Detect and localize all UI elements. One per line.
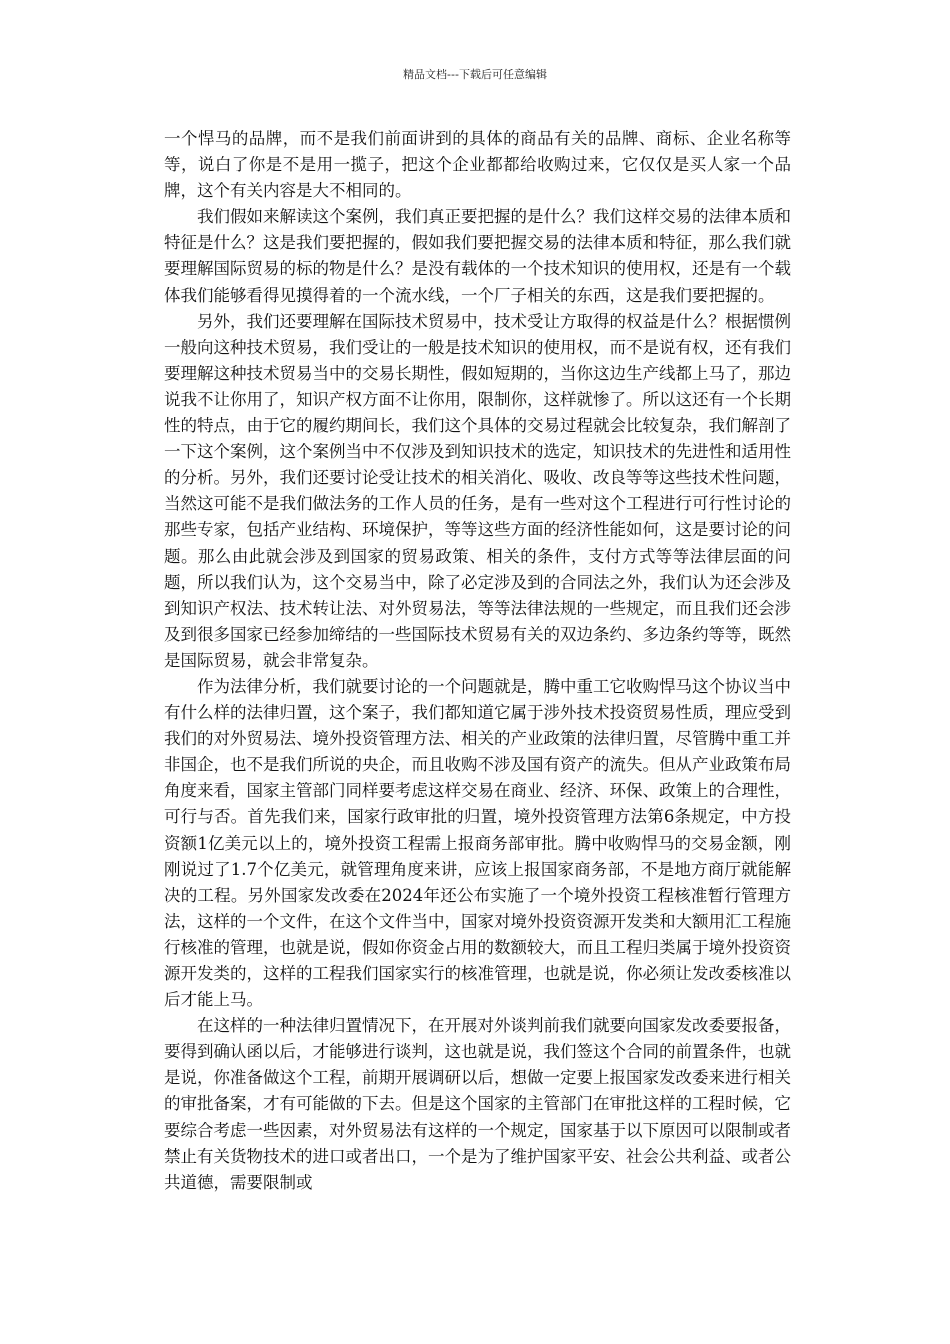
paragraph-4: 作为法律分析，我们就要讨论的一个问题就是，腾中重工它收购悍马这个协议当中有什么样的法律归置，这个案子，我们都知道它属于涉外技术投资贸易性质，理应受到我们的对外贸易法、境外投资管理方法、相关的产业政策的法律归置，尽管腾中重工并非国企，也不是我们所说的央企，而且收购不涉及国有资产的流失。但从产业政策布局角度来看，国家主管部门同样要考虑这样交易在商业、经济、环保、政策上的合理性，可行与否。首先我们来，国家行政审批的归置，境外投资管理方法第6条规定，中方投资额1亿美元以上的，境外投资工程需上报商务部审批。腾中收购悍马的交易金额，刚刚说过了1.7个亿美元，就管理角度来讲，应该上报国家商务部，不是地方商厅就能解决的工程。另外国家发改委在2024年还公布实施了一个境外投资工程核准暂行管理方法，这样的一个文件，在这个文件当中，国家对境外投资资源开发类和大额用汇工程施行核准的管理，也就是说，假如你资金占用的数额较大，而且工程归类属于境外投资资源开发类的，这样的工程我们国家实行的核准管理，也就是说，你必须让发改委核准以后才能上马。 [164, 676, 791, 1010]
paragraph-5: 在这样的一种法律归置情况下，在开展对外谈判前我们就要向国家发改委要报备，要得到确认函以后，才能够进行谈判，这也就是说，我们签这个合同的前置条件，也就是说，你准备做这个工程，前期开展调研以后，想做一定要上报国家发改委来进行相关的审批备案，才有可能做的下去。但是这个国家的主管部门在审批这样的工程时候，它要综合考虑一些因素，对外贸易法有这样的一个规定，国家基于以下原因可以限制或者禁止有关货物技术的进口或者出口，一个是为了维护国家平安、社会公共利益、或者公共道德，需要限制或 [164, 1016, 791, 1192]
page-header: 精品文档---下载后可任意编辑 [403, 68, 547, 81]
paragraph-2: 我们假如来解读这个案例，我们真正要把握的是什么？我们这样交易的法律本质和特征是什么？这是我们要把握的，假如我们要把握交易的法律本质和特征，那么我们就要理解国际贸易的标的物是什么？是没有载体的一个技术知识的使用权，还是有一个载体我们能够看得见摸得着的一个流水线，一个厂子相关的东西，这是我们要把握的。 [164, 207, 791, 305]
paragraph-3: 另外，我们还要理解在国际技术贸易中，技术受让方取得的权益是什么？根据惯例一般向这种技术贸易，我们受让的一般是技术知识的使用权，而不是说有权，还有我们要理解这种技术贸易当中的交易长期性，假如短期的，当你这边生产线都上马了，那边说我不让你用了，知识产权方面不让你用，限制你，这样就惨了。所以这还有一个长期性的特点，由于它的履约期间长，我们这个具体的交易过程就会比较复杂，我们解剖了一下这个案例，这个案例当中不仅涉及到知识技术的选定，知识技术的先进性和适用性的分析。另外，我们还要讨论受让技术的相关消化、吸收、改良等等这些技术性问题，当然这可能不是我们做法务的工作人员的任务，是有一些对这个工程进行可行性讨论的那些专家，包括产业结构、环境保护，等等这些方面的经济性能如何，这是要讨论的问题。那么由此就会涉及到国家的贸易政策、相关的条件，支付方式等等法律层面的问题，所以我们认为，这个交易当中，除了必定涉及到的合同法之外，我们认为还会涉及到知识产权法、技术转让法、对外贸易法，等等法律法规的一些规定，而且我们还会涉及到很多国家已经参加缔结的一些国际技术贸易有关的双边条约、多边条约等等，既然是国际贸易，就会非常复杂。 [164, 311, 791, 670]
paragraph-1: 一个悍马的品牌，而不是我们前面讲到的具体的商品有关的品牌、商标、企业名称等等，说白了你是不是用一揽子，把这个企业都都给收购过来，它仅仅是买人家一个品牌，这个有关内容是大不相同的。 [164, 129, 791, 201]
document-body [164, 126, 791, 1196]
